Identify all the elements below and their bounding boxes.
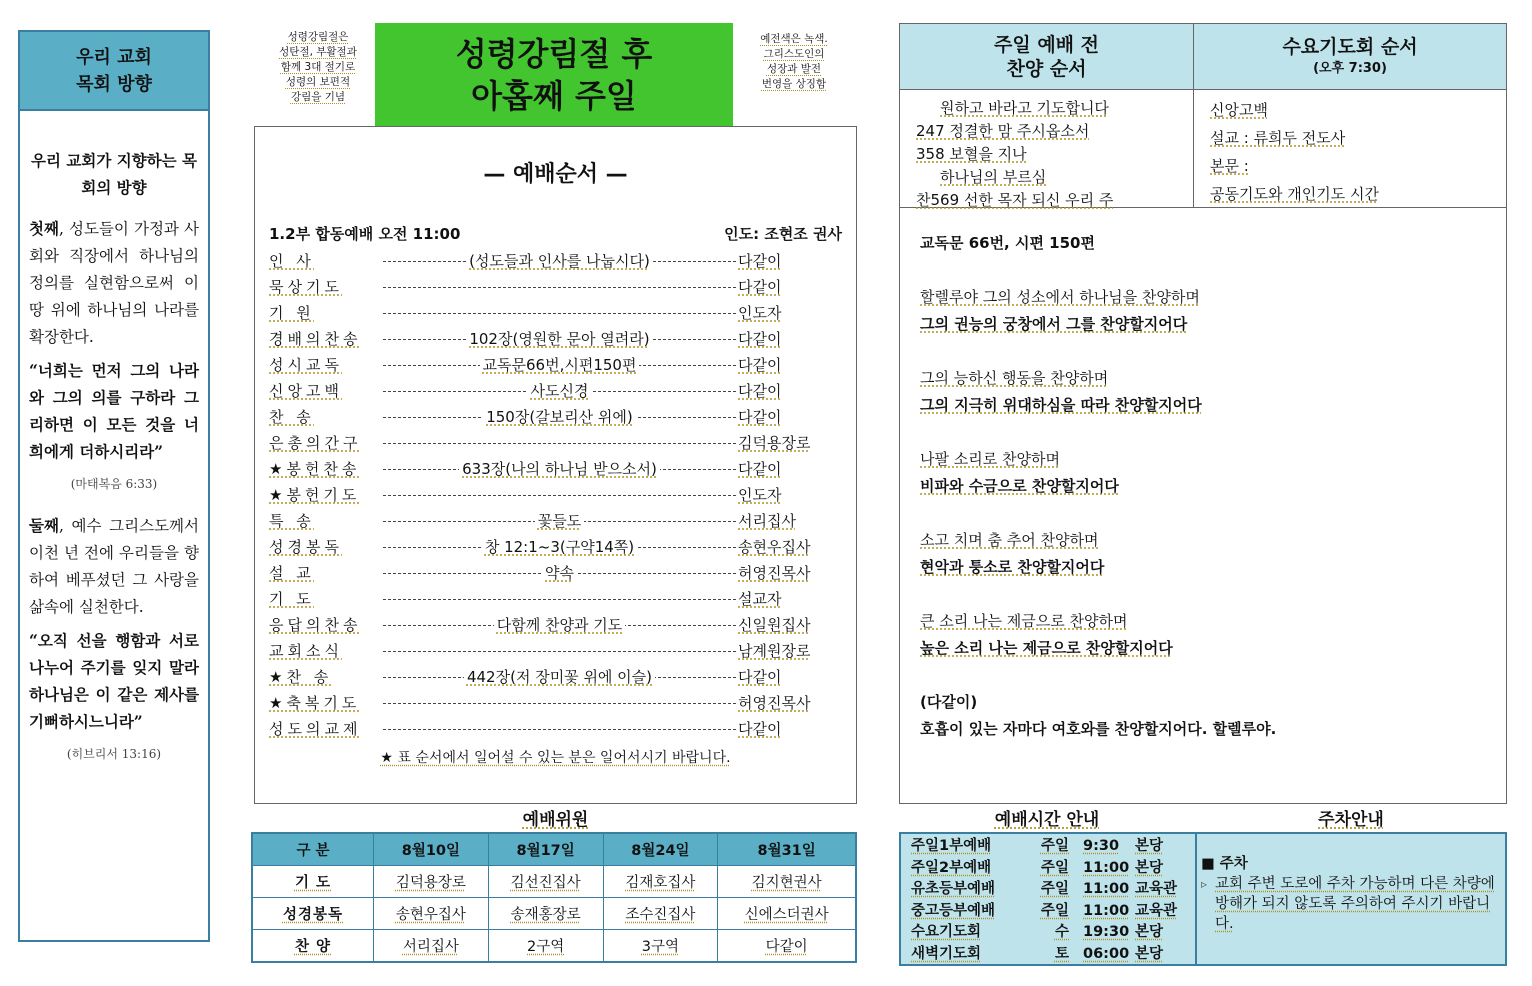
- worship-order-row: [269, 430, 842, 456]
- season-note-line: 성령강림절은: [287, 31, 349, 43]
- order-item-person: 김덕용장로: [738, 434, 811, 452]
- worship-order-row: [269, 716, 842, 742]
- order-item-content-wrap: [383, 248, 736, 274]
- service-leader: 인도: 조현조 권사: [724, 225, 842, 243]
- order-item-content-wrap: [383, 560, 736, 586]
- praise-item: 358 보혈을 지나: [916, 145, 1027, 163]
- worship-order-row: [269, 690, 842, 716]
- service-name: 새벽기도회: [911, 945, 982, 962]
- worship-order-row: [269, 612, 842, 638]
- worship-order-row: [269, 482, 842, 508]
- order-item-name: 기 원: [269, 304, 315, 322]
- committee-cell: 김재호집사: [603, 866, 718, 898]
- wednesday-item: 공동기도와 개인기도 시간: [1210, 185, 1379, 203]
- order-item-content-wrap: [383, 508, 736, 534]
- mission-first: [29, 215, 199, 351]
- praise-header: [900, 24, 1194, 90]
- service-place: 교육관: [1135, 902, 1178, 919]
- order-item-person: 남계원장로: [738, 642, 811, 660]
- order-item-person: 허영진목사: [738, 694, 811, 712]
- order-item-person: 다같이: [738, 720, 782, 738]
- worship-order-row: [269, 326, 842, 352]
- parking-title: 주차안내: [1318, 810, 1384, 830]
- praise-item: 찬569 선한 목자 되신 우리 주: [916, 191, 1114, 209]
- worship-order-row: [269, 274, 842, 300]
- order-item-name: 경배의찬송: [269, 330, 362, 348]
- mission-header-line-2: 목회 방향: [76, 73, 152, 95]
- service-name: 중고등부예배: [911, 902, 996, 919]
- order-item-person: 신일원집사: [738, 616, 811, 634]
- committee-header-cell: 8월10일: [374, 833, 489, 866]
- parking-text: ▹ 교회 주변 도로에 주차 가능하며 다른 차량에 방해가 되지 않도록 주의하여 주시기 바랍니다.: [1201, 874, 1501, 934]
- order-item-person: 다같이: [738, 460, 782, 478]
- order-item-person: 다같이: [738, 668, 782, 686]
- color-note-line: 예전색은 녹색.: [760, 33, 828, 45]
- order-item-content: 102장(영원한 문아 열려라): [466, 330, 652, 348]
- order-item-person: 다같이: [738, 408, 782, 426]
- service-day: 주일: [1040, 838, 1069, 854]
- mission-second-lead: 둘째: [29, 516, 59, 535]
- service-name: 수요기도회: [911, 924, 982, 940]
- order-item-person: 허영진목사: [738, 564, 811, 582]
- worship-order-row: [269, 560, 842, 586]
- order-item-content: 150장(갈보리산 위에): [483, 408, 636, 426]
- service-time-row: [911, 901, 1191, 923]
- worship-order-row: [269, 404, 842, 430]
- order-leader-dashes: [383, 651, 736, 652]
- mission-second-text: , 예수 그리스도께서 이천 년 전에 우리들을 향하여 베푸셨던 그 사랑을 삶속에 실천한다.: [29, 517, 199, 616]
- service-clock: 11:00: [1083, 859, 1130, 876]
- committee-cell: 서리집사: [374, 930, 489, 963]
- reading-leader-line: 소고 치며 춤 추어 찬양하며: [920, 531, 1099, 549]
- praise-header-line-1: 주일 예배 전: [994, 33, 1099, 56]
- worship-order-row: [269, 534, 842, 560]
- committee-cell: 신에스더권사: [718, 898, 856, 930]
- service-time-row: [911, 944, 1191, 966]
- worship-order-row: [269, 378, 842, 404]
- committee-cell: 김덕용장로: [374, 866, 489, 898]
- column-divider: [1195, 834, 1197, 964]
- praise-and-wednesday-panel: [899, 23, 1507, 208]
- praise-item: 하나님의 부르심: [940, 168, 1047, 186]
- committee-cell: 김선진집사: [488, 866, 603, 898]
- mission-header: [20, 32, 208, 111]
- service-day: 수: [1054, 924, 1069, 940]
- committee-cell: 3구역: [603, 930, 718, 963]
- season-note-line: 성령의 보편적: [285, 76, 351, 88]
- committee-cell: 김지현권사: [718, 866, 856, 898]
- mission-header-line-1: 우리 교회: [76, 46, 152, 68]
- order-item-person: 다같이: [738, 252, 782, 270]
- order-item-name: 찬 송: [269, 408, 315, 426]
- order-leader-dashes: [383, 703, 736, 704]
- order-item-name: ★봉헌기도: [269, 486, 361, 504]
- reading-leader-line: 나팔 소리로 찬양하며: [920, 450, 1060, 468]
- wednesday-list: [1210, 96, 1379, 208]
- committee-header-cell: 8월24일: [603, 833, 718, 866]
- order-item-content-wrap: [383, 404, 736, 430]
- worship-order-row: [269, 300, 842, 326]
- reading-together-line: 호흡이 있는 자마다 여호와를 찬양할지어다. 할렐루야.: [920, 720, 1277, 738]
- service-times-title: 예배시간 안내: [994, 810, 1100, 830]
- order-item-person: 송현우집사: [738, 538, 811, 556]
- parking-info: [1201, 854, 1501, 934]
- order-item-name: 인 사: [269, 252, 315, 270]
- reading-response-line: 높은 소리 나는 제금으로 찬양할지어다: [920, 639, 1173, 657]
- service-place: 본당: [1135, 924, 1164, 940]
- order-item-person: 설교자: [738, 590, 782, 608]
- order-item-name: 설 교: [269, 564, 315, 582]
- mission-verse-2: “오직 선을 행함과 서로 나누어 주기를 잊지 말라 하나님은 이 같은 제사를 기뻐하시느니라”: [29, 631, 199, 731]
- order-item-name: 교회소식: [269, 642, 343, 660]
- order-item-person: 인도자: [738, 486, 782, 504]
- order-item-content: 창 12:1~3(구약14쪽): [482, 538, 637, 556]
- order-item-content-wrap: [383, 378, 736, 404]
- committee-cell: 다같이: [718, 930, 856, 963]
- committee-cell: 조수진집사: [603, 898, 718, 930]
- service-time: 1.2부 합동예배 오전 11:00: [269, 225, 461, 243]
- order-item-content: 사도신경: [528, 382, 592, 400]
- season-note-line: 함께 3대 절기로: [280, 61, 356, 73]
- committee-row: [252, 898, 856, 930]
- order-item-content-wrap: [383, 534, 736, 560]
- page-title-line-1: 성령강림절 후: [455, 35, 653, 73]
- reading-response-line: 비파와 수금으로 찬양할지어다: [920, 477, 1119, 495]
- committee-role: 기 도: [252, 866, 374, 898]
- service-day: 주일: [1040, 902, 1069, 919]
- order-item-content: 꽃들도: [535, 512, 584, 530]
- order-item-name: 성시교독: [269, 356, 343, 374]
- service-day: 주일: [1040, 881, 1069, 897]
- committee-cell: 송재홍장로: [488, 898, 603, 930]
- order-item-content-wrap: [383, 326, 736, 352]
- committee-header-cell: 구 분: [252, 833, 374, 866]
- service-place: 교육관: [1135, 881, 1178, 897]
- reading-leader-line: 할렐루야 그의 성소에서 하나님을 찬양하며: [920, 288, 1200, 306]
- order-leader-dashes: [383, 287, 736, 288]
- color-note-line: 그리스도인의: [763, 48, 825, 60]
- worship-order-row: [269, 456, 842, 482]
- wednesday-time: (오후 7:30): [1313, 60, 1387, 76]
- committee-cell: 송현우집사: [374, 898, 489, 930]
- mission-verse-1-ref: (마태복음 6:33): [70, 477, 158, 491]
- page-title-line-2: 아홉째 주일: [471, 77, 637, 115]
- service-place: 본당: [1135, 838, 1164, 854]
- service-place: 본당: [1135, 945, 1164, 962]
- reading-title: 교독문 66번, 시편 150편: [920, 234, 1095, 252]
- order-item-name: 신앙고백: [269, 382, 343, 400]
- committee-role: 성경봉독: [252, 898, 374, 930]
- service-name: 주일1부예배: [911, 838, 992, 854]
- order-item-content: 다함께 찬양과 기도: [494, 616, 625, 634]
- order-item-content-wrap: [383, 664, 736, 690]
- mission-body: [20, 111, 208, 768]
- order-leader-dashes: [383, 599, 736, 600]
- wednesday-item: 신앙고백: [1210, 101, 1268, 119]
- mission-title: 우리 교회가 지향하는 목회의 방향: [31, 151, 197, 197]
- praise-item: 원하고 바라고 기도합니다: [940, 99, 1109, 117]
- committee-row: [252, 866, 856, 898]
- order-item-name: 성경봉독: [269, 538, 343, 556]
- worship-order-row: [269, 352, 842, 378]
- order-item-content: (성도들과 인사를 나눕시다): [466, 252, 653, 270]
- liturgical-color-note: [740, 32, 848, 92]
- wednesday-header: [1194, 24, 1506, 90]
- order-item-name: 성도의교제: [269, 720, 362, 738]
- order-leader-dashes: [383, 729, 736, 730]
- order-item-content-wrap: [383, 456, 736, 482]
- service-day: 토: [1054, 945, 1069, 962]
- standing-note: ★ 표 순서에서 일어설 수 있는 분은 일어서시기 바랍니다.: [380, 750, 731, 766]
- committee-cell: 2구역: [488, 930, 603, 963]
- committee-table: [251, 832, 857, 963]
- wednesday-item: 설교 : 류희두 전도사: [1210, 129, 1346, 147]
- worship-order-list: [269, 248, 842, 742]
- order-item-person: 다같이: [738, 356, 782, 374]
- reading-response-line: 그의 지극히 위대하심을 따라 찬양할지어다: [920, 396, 1202, 414]
- worship-order-row: [269, 638, 842, 664]
- worship-order-row: [269, 664, 842, 690]
- service-clock: 9:30: [1083, 838, 1120, 854]
- color-note-line: 성장과 발전: [766, 63, 822, 75]
- season-note: [262, 30, 374, 105]
- order-leader-dashes: [383, 443, 736, 444]
- mission-second: [29, 512, 199, 621]
- mission-first-lead: 첫째: [29, 219, 59, 238]
- wednesday-title: 수요기도회 순서: [1282, 35, 1418, 58]
- committee-header-cell: 8월31일: [718, 833, 856, 866]
- wednesday-item: 본문 :: [1210, 157, 1249, 175]
- reading-leader-line: 큰 소리 나는 제금으로 찬양하며: [920, 612, 1128, 630]
- service-clock: 11:00: [1083, 902, 1130, 919]
- order-item-name: 묵상기도: [269, 278, 343, 296]
- worship-order-row: [269, 586, 842, 612]
- order-item-content: 442장(저 장미꽃 위에 이슬): [464, 668, 655, 686]
- order-item-name: ★봉헌찬송: [269, 460, 361, 478]
- worship-order-row: [269, 248, 842, 274]
- order-item-name: ★축복기도: [269, 694, 361, 712]
- service-time-row: [911, 858, 1191, 880]
- reading-together-label: (다같이): [920, 693, 978, 711]
- order-leader-dashes: [383, 495, 736, 496]
- parking-heading: ■ 주차: [1201, 856, 1248, 872]
- praise-header-line-2: 찬양 순서: [1006, 57, 1087, 80]
- reading-leader-line: 그의 능하신 행동을 찬양하며: [920, 369, 1109, 387]
- order-item-content-wrap: [383, 352, 736, 378]
- order-item-person: 다같이: [738, 382, 782, 400]
- info-panel: [899, 832, 1507, 966]
- service-name: 유초등부예배: [911, 881, 996, 897]
- order-item-content: 약속: [542, 564, 577, 582]
- order-item-person: 인도자: [738, 304, 782, 322]
- order-item-name: ★찬 송: [269, 668, 333, 686]
- order-item-name: 특 송: [269, 512, 315, 530]
- committee-header-cell: 8월17일: [488, 833, 603, 866]
- mission-first-text: , 성도들이 가정과 사회와 직장에서 하나님의 정의를 실현함으로써 이 땅 위에 하나님의 나라를 확장한다.: [29, 220, 199, 346]
- order-item-content: 633장(나의 하나님 받으소서): [459, 460, 660, 478]
- worship-order-row: [269, 508, 842, 534]
- service-clock: 11:00: [1083, 881, 1130, 897]
- reading-response-line: 현악과 퉁소로 찬양할지어다: [920, 558, 1105, 576]
- page-title: [375, 23, 733, 127]
- service-day: 주일: [1040, 859, 1069, 876]
- order-item-content: 교독문66번,시편150편: [480, 356, 640, 374]
- service-time-row: [911, 922, 1191, 944]
- season-note-line: 강림을 기념: [290, 91, 346, 103]
- responsive-reading-panel: [899, 208, 1507, 804]
- service-name: 주일2부예배: [911, 859, 992, 876]
- reading-response-line: 그의 권능의 궁창에서 그를 찬양할지어다: [920, 315, 1188, 333]
- worship-order-panel: [254, 126, 857, 804]
- order-item-name: 응답의찬송: [269, 616, 362, 634]
- committee-header-row: [252, 833, 856, 866]
- color-note-line: 번영을 상징함: [761, 78, 827, 90]
- service-time-row: [911, 836, 1191, 858]
- worship-order-title: — 예배순서 —: [483, 162, 628, 187]
- service-place: 본당: [1135, 859, 1164, 876]
- committee-row: [252, 930, 856, 963]
- order-item-person: 다같이: [738, 330, 782, 348]
- praise-list: [916, 97, 1188, 212]
- mission-verse-2-ref: (히브리서 13:16): [66, 747, 162, 761]
- order-item-name: 기 도: [269, 590, 315, 608]
- order-leader-dashes: [383, 313, 736, 314]
- service-times-list: [911, 836, 1191, 965]
- order-item-person: 다같이: [738, 278, 782, 296]
- committee-title: 예배위원: [522, 810, 589, 830]
- order-item-name: 은총의간구: [269, 434, 362, 452]
- column-divider: [1193, 89, 1194, 207]
- praise-item: 247 정결한 맘 주시옵소서: [916, 122, 1090, 140]
- mission-verse-1: “너희는 먼저 그의 나라와 그의 의를 구하라 그리하면 이 모든 것을 너희에게 더하시리라”: [29, 361, 199, 461]
- order-item-person: 서리집사: [738, 512, 796, 530]
- season-note-line: 성탄절, 부활절과: [279, 46, 357, 58]
- committee-role: 찬 양: [252, 930, 374, 963]
- service-clock: 06:00: [1083, 945, 1130, 962]
- mission-panel: [18, 30, 210, 942]
- service-clock: 19:30: [1083, 924, 1130, 940]
- order-item-content-wrap: [383, 612, 736, 638]
- service-time-row: [911, 879, 1191, 901]
